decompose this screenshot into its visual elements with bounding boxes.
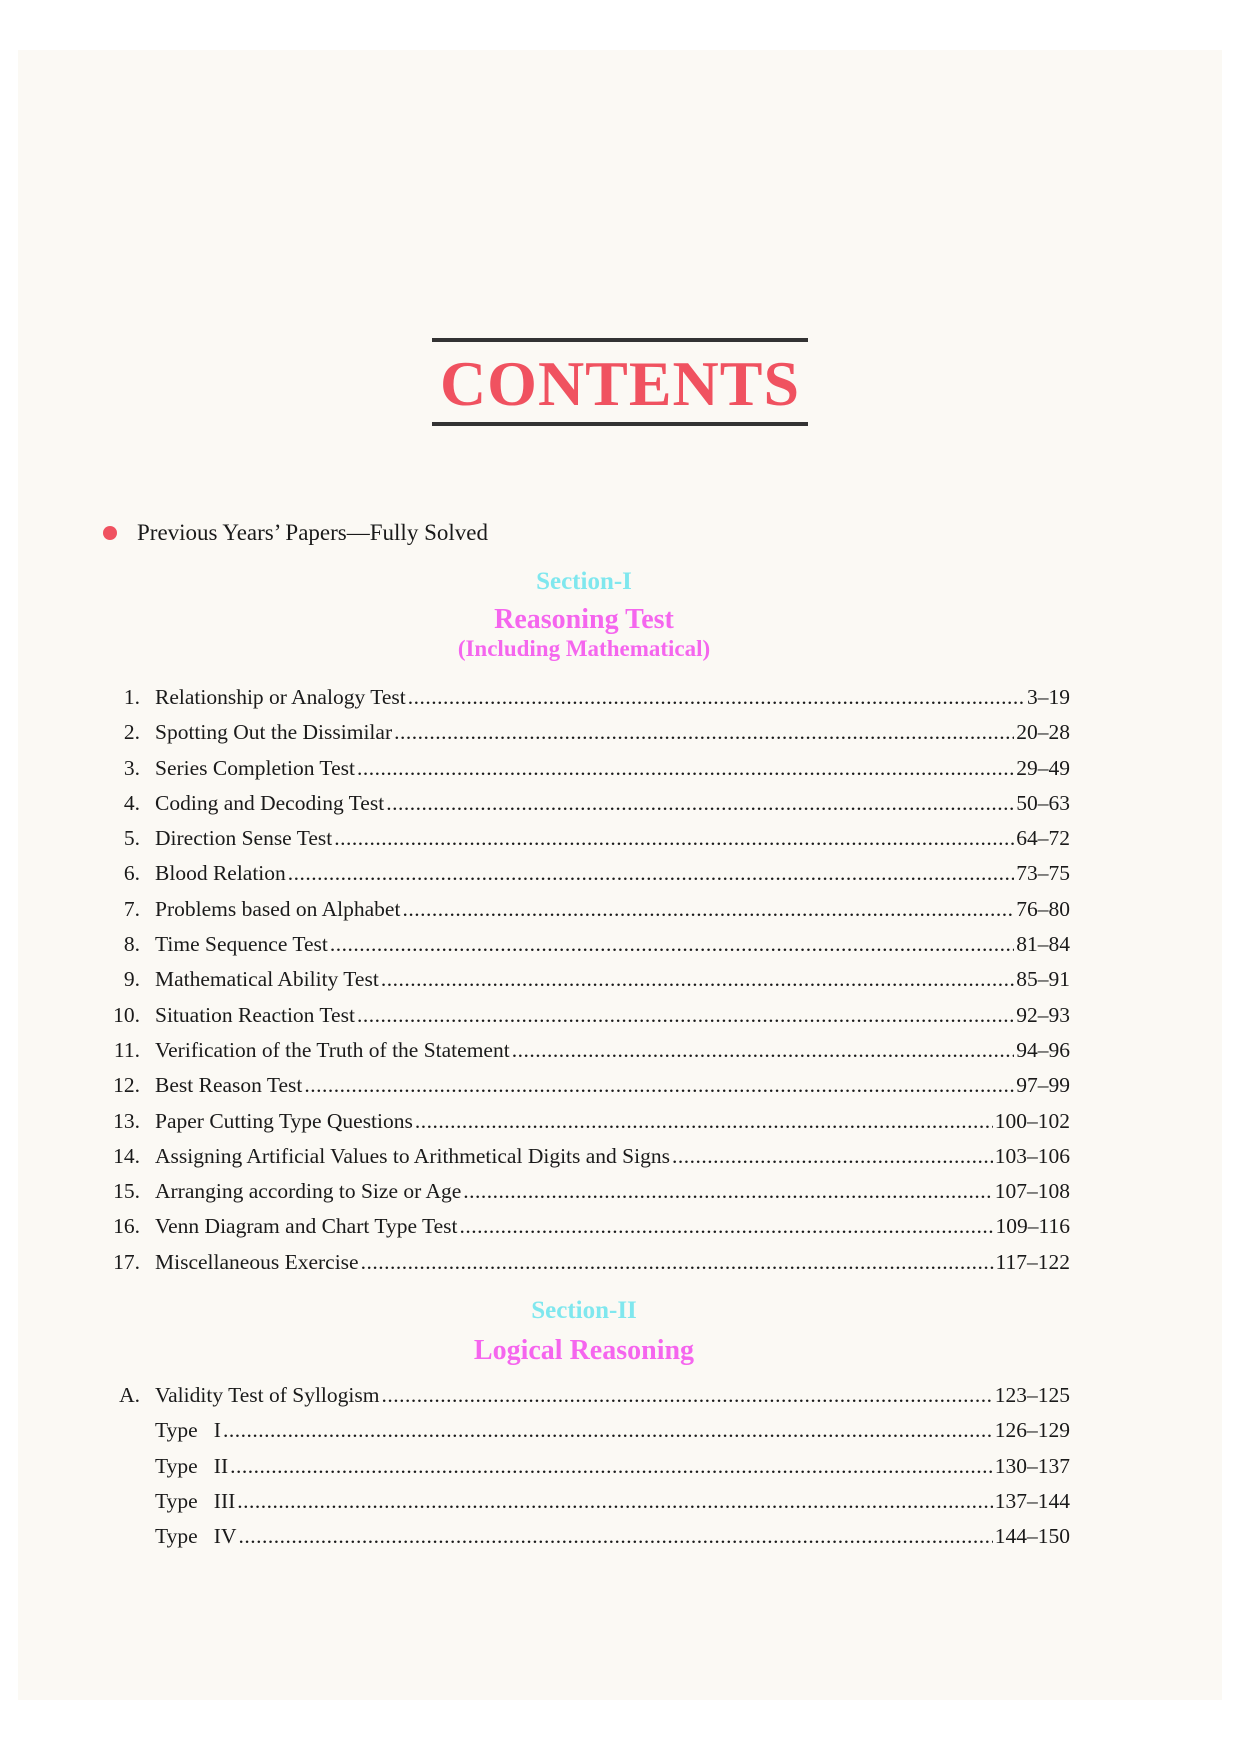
toc-row [100,1250,1070,1285]
toc-leader-dots [237,1489,992,1514]
toc-label: Type II [155,1453,229,1478]
section2-label: Section-II [531,1297,637,1324]
toc-row [100,1109,1070,1144]
section1-heading [0,568,1168,662]
toc-label: Time Sequence Test [155,932,328,957]
section2-toc [100,1383,1070,1559]
toc-number: 3. [123,755,140,780]
toc-row [100,1144,1070,1179]
toc-number: 9. [123,967,140,992]
toc-leader-dots [463,1179,992,1204]
toc-leader-dots [381,1383,992,1408]
toc-number: 14. [113,1143,140,1168]
toc-leader-dots [223,1418,993,1443]
toc-label: Type I [155,1418,221,1443]
toc-leader-dots [386,791,1014,816]
toc-label: Arranging according to Size or Age [155,1179,462,1204]
title-wrap [0,338,1240,426]
toc-leader-dots [381,967,1014,992]
section1-subtitle: (Including Mathematical) [457,636,711,661]
section1-title: Reasoning Test [494,604,674,635]
toc-row [100,1073,1070,1108]
section1-label: Section-I [536,568,632,595]
toc-pages: 73–75 [1016,861,1070,886]
toc-leader-dots [239,1524,993,1549]
toc-row [100,1524,1070,1559]
toc-leader-dots [330,932,1014,957]
toc-row [100,967,1070,1002]
toc-label: Assigning Artificial Values to Arithmetical Digits and Signs [155,1143,670,1168]
toc-label: Validity Test of Syllogism [155,1383,380,1407]
toc-number: 16. [113,1214,140,1239]
toc-label: Coding and Decoding Test [155,790,385,815]
section2-heading [0,1297,1168,1367]
toc-leader-dots [415,1109,993,1134]
toc-number: 11. [113,1037,140,1062]
toc-number: 17. [113,1249,140,1274]
toc-label: Verification of the Truth of the Statement [155,1037,510,1062]
toc-number: 12. [113,1073,140,1098]
toc-number: 8. [123,932,140,957]
toc-pages: 50–63 [1016,790,1070,815]
toc-leader-dots [394,720,1014,745]
toc-label: Best Reason Test [155,1073,303,1098]
bullet-dot-icon [103,526,117,540]
toc-row [100,1383,1070,1418]
toc-pages: 103–106 [994,1143,1070,1168]
toc-leader-dots [288,861,1014,886]
toc-leader-dots [357,1003,1014,1028]
toc-row [100,1214,1070,1249]
toc-pages: 107–108 [994,1179,1070,1204]
toc-leader-dots [408,685,1025,710]
toc-pages: 3–19 [1027,685,1070,709]
toc-number: A. [119,1383,140,1407]
toc-number: 5. [123,826,140,851]
toc-leader-dots [304,1073,1014,1098]
toc-pages: 100–102 [994,1108,1070,1133]
toc-pages: 76–80 [1016,896,1070,921]
toc-label: Mathematical Ability Test [155,967,379,992]
toc-pages: 123–125 [994,1383,1070,1407]
toc-row [100,861,1070,896]
toc-pages: 126–129 [994,1418,1070,1443]
page-title: CONTENTS [432,338,808,426]
toc-pages: 109–116 [995,1214,1070,1239]
toc-label: Spotting Out the Dissimilar [155,720,393,745]
toc-leader-dots [357,756,1014,781]
toc-label: Type III [155,1488,236,1513]
toc-pages: 85–91 [1016,967,1070,992]
toc-label: Miscellaneous Exercise [155,1249,359,1274]
toc-label: Problems based on Alphabet [155,896,401,921]
toc-label: Situation Reaction Test [155,1002,355,1027]
toc-pages: 97–99 [1016,1073,1070,1098]
toc-row [100,826,1070,861]
toc-row [100,1179,1070,1214]
toc-pages: 20–28 [1016,720,1070,745]
toc-leader-dots [402,897,1014,922]
toc-pages: 144–150 [994,1524,1070,1549]
toc-number: 2. [123,720,140,745]
toc-row [100,756,1070,791]
toc-row [100,791,1070,826]
toc-number: 7. [123,896,140,921]
toc-label: Venn Diagram and Chart Type Test [155,1214,458,1239]
toc-leader-dots [512,1038,1015,1063]
section1-toc [100,685,1070,1285]
toc-label: Direction Sense Test [155,826,333,851]
toc-pages: 117–122 [995,1249,1070,1274]
toc-pages: 29–49 [1016,755,1070,780]
toc-pages: 92–93 [1016,1002,1070,1027]
toc-leader-dots [334,826,1014,851]
toc-pages: 130–137 [994,1453,1070,1478]
section2-title: Logical Reasoning [473,1335,695,1366]
toc-row [100,897,1070,932]
toc-leader-dots [361,1250,994,1275]
toc-pages: 81–84 [1016,932,1070,957]
toc-leader-dots [230,1454,993,1479]
toc-label: Type IV [155,1524,237,1549]
toc-row [100,1418,1070,1453]
toc-row [100,1003,1070,1038]
toc-pages: 64–72 [1016,826,1070,851]
toc-label: Blood Relation [155,861,286,886]
bullet-line [103,520,488,546]
toc-leader-dots [672,1144,993,1169]
toc-number: 10. [113,1002,140,1027]
toc-number: 6. [123,861,140,886]
toc-leader-dots [460,1214,994,1239]
toc-pages: 94–96 [1016,1037,1070,1062]
toc-number: 15. [113,1179,140,1204]
toc-number: 4. [123,790,140,815]
toc-label: Paper Cutting Type Questions [155,1108,413,1133]
toc-row [100,1454,1070,1489]
toc-row [100,1489,1070,1524]
toc-row [100,685,1070,720]
toc-number: 1. [123,685,140,709]
toc-pages: 137–144 [994,1488,1070,1513]
toc-row [100,1038,1070,1073]
bullet-text: Previous Years’ Papers—Fully Solved [137,520,488,545]
toc-label: Relationship or Analogy Test [155,685,406,709]
toc-row [100,932,1070,967]
toc-row [100,720,1070,755]
toc-number: 13. [113,1108,140,1133]
toc-label: Series Completion Test [155,755,355,780]
